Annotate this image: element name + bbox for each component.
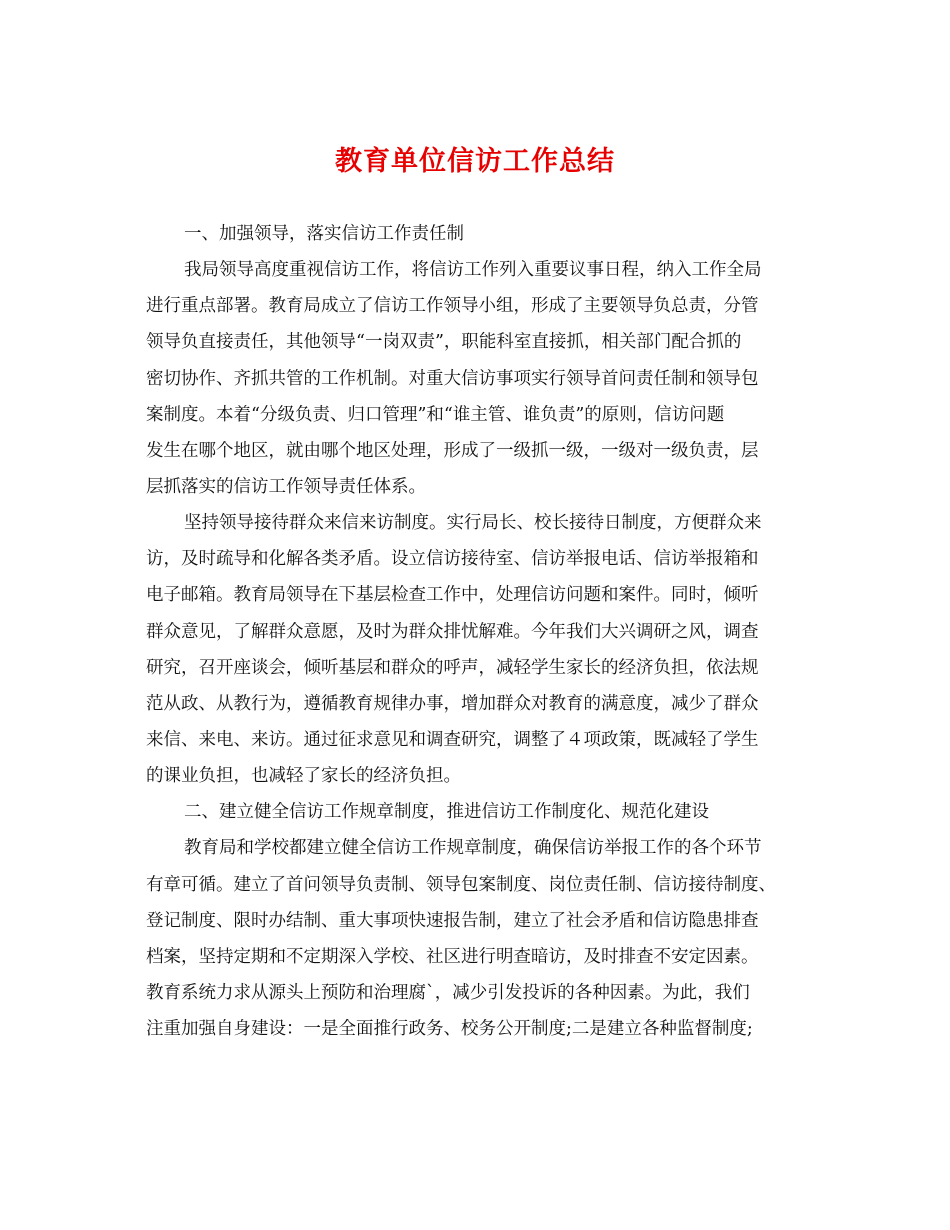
paragraph-line: 坚持领导接待群众来信来访制度。实行局长、校长接待日制度，方便群众来 xyxy=(184,513,762,533)
section-heading-1: 一、加强领导，落实信访工作责任制 xyxy=(184,224,464,244)
paragraph-line: 层抓落实的信访工作领导责任体系。 xyxy=(146,477,426,497)
document-title: 教育单位信访工作总结 xyxy=(335,146,615,177)
paragraph-line: 注重加强自身建设：一是全面推行政务、校务公开制度;二是建立各种监督制度; xyxy=(146,1019,753,1039)
paragraph-line: 进行重点部署。教育局成立了信访工作领导小组，形成了主要领导负总责，分管 xyxy=(146,296,759,316)
paragraph-line: 研究，召开座谈会，倾听基层和群众的呼声，减轻学生家长的经济负担，依法规 xyxy=(146,658,759,678)
paragraph-line: 案制度。本着“分级负责、归口管理”和“谁主管、谁负责”的原则，信访问题 xyxy=(146,405,725,425)
paragraph-line: 教育局和学校都建立健全信访工作规章制度，确保信访举报工作的各个环节 xyxy=(184,838,762,858)
paragraph-line: 访，及时疏导和化解各类矛盾。设立信访接待室、信访举报电话、信访举报箱和 xyxy=(146,549,759,569)
section-heading-2: 二、建立健全信访工作规章制度，推进信访工作制度化、规范化建设 xyxy=(184,802,709,822)
paragraph-line: 的课业负担，也减轻了家长的经济负担。 xyxy=(146,766,461,786)
paragraph-line: 我局领导高度重视信访工作，将信访工作列入重要议事日程，纳入工作全局 xyxy=(184,260,762,280)
paragraph-line: 范从政、从教行为，遵循教育规律办事，增加群众对教育的满意度，减少了群众 xyxy=(146,694,759,714)
paragraph-line: 密切协作、齐抓共管的工作机制。对重大信访事项实行领导首问责任制和领导包 xyxy=(146,369,759,389)
paragraph-line: 群众意见，了解群众意愿，及时为群众排忧解难。今年我们大兴调研之风，调查 xyxy=(146,622,759,642)
paragraph-line: 来信、来电、来访。通过征求意见和调查研究，调整了４项政策，既减轻了学生 xyxy=(146,730,759,750)
paragraph-line: 档案，坚持定期和不定期深入学校、社区进行明查暗访，及时排查不安定因素。 xyxy=(146,947,759,967)
paragraph-line: 发生在哪个地区，就由哪个地区处理，形成了一级抓一级，一级对一级负责，层 xyxy=(146,441,759,461)
paragraph-line: 电子邮箱。教育局领导在下基层检查工作中，处理信访问题和案件。同时，倾听 xyxy=(146,585,759,605)
paragraph-line: 登记制度、限时办结制、重大事项快速报告制，建立了社会矛盾和信访隐患排查 xyxy=(146,911,759,931)
paragraph-line: 有章可循。建立了首问领导负责制、领导包案制度、岗位责任制、信访接待制度、 xyxy=(146,875,776,895)
paragraph-line: 教育系统力求从源头上预防和治理腐`，减少引发投诉的各种因素。为此，我们 xyxy=(146,983,750,1003)
paragraph-line: 领导负直接责任，其他领导“一岗双责”，职能科室直接抓，相关部门配合抓的 xyxy=(146,332,742,352)
